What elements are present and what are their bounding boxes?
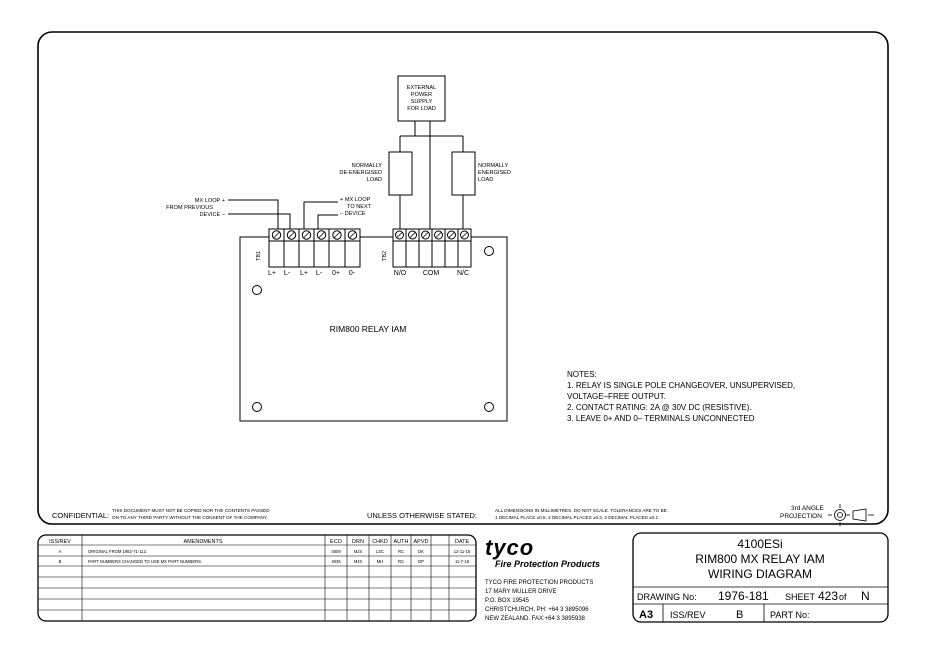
nde-label-line2: DE-ENERGISED [339, 170, 382, 176]
rev-header: AMENDMENTS [183, 539, 223, 545]
board-label: RIM800 RELAY IAM [329, 324, 407, 334]
mx-loop-out-label [340, 197, 372, 217]
address-line: 17 MARY MULLER DRIVE [485, 589, 557, 595]
tb2-terminal-label: COM [422, 270, 440, 277]
dimensions-text-line2: 1 DECIMAL PLACE ±0.5, 2 DECIMAL PLACES ±0.3, 3 DECIMAL PLACES ±0.1 [495, 515, 659, 520]
projection-label-line1: 3rd ANGLE [791, 505, 824, 512]
loop-in-line3: DEVICE – [199, 212, 225, 218]
rev-cell: 11-7-16 [454, 559, 470, 564]
loop-out-line3: – DEVICE [340, 211, 366, 217]
confidential-text-line2: ON TO ANY THIRD PARTY WITHOUT THE CONSENT OF THE COMPANY. [112, 515, 268, 520]
de-energised-load [389, 152, 412, 195]
mx-loop-in-label [166, 198, 226, 218]
loop-out-line2: TO NEXT [347, 204, 372, 210]
notes-heading: NOTES: [567, 370, 597, 379]
tb2-terminal-label: N/C [456, 270, 470, 277]
tb1-terminal-label: 0- [348, 270, 356, 277]
rev-cell: ORIGINAL FROM 1982-71-112. [88, 549, 148, 554]
nde-label-line1: NORMALLY [351, 163, 382, 169]
terminal-block-tb1 [269, 229, 360, 267]
address-line: TYCO FIRE PROTECTION PRODUCTS [485, 580, 594, 586]
note-line: 3. LEAVE 0+ AND 0– TERMINALS UNCONNECTED [567, 414, 755, 423]
ne-label-line3: LOAD [478, 177, 494, 183]
note-line: VOLTAGE–FREE OUTPUT. [567, 392, 666, 401]
company-block [485, 535, 600, 622]
rev-cell: A [58, 549, 62, 554]
rev-header: APVD [413, 539, 429, 545]
sheet-of-label: of [839, 592, 847, 602]
rev-cell: DK [418, 549, 424, 554]
sheet-total: N [861, 589, 870, 603]
rev-header: CHKD [372, 539, 388, 545]
footer-strip [52, 504, 874, 526]
psu-label-line3: SUPPLY [410, 99, 433, 105]
sheet-size: A3 [639, 609, 654, 621]
iss-rev-value: B [736, 609, 744, 621]
notes [567, 370, 795, 423]
psu-label-line4: FOR LOAD [407, 106, 436, 112]
drawing-number-label: DRAWING No: [637, 592, 697, 602]
dimensions-text-line1: ALL DIMENSIONS IN MILLIMETRES. DO NOT SCALE. TOLERANCES ARE TO BE: [495, 508, 668, 513]
nde-label-line3: LOAD [366, 177, 382, 183]
de-energised-load-label [339, 163, 382, 183]
title-block [633, 533, 888, 622]
note-line: 2. CONTACT RATING: 2A @ 30V DC (RESISTIVE). [567, 403, 752, 412]
rev-cell: DP [418, 559, 424, 564]
company-tagline: Fire Protection Products [495, 559, 601, 569]
psu-label-line1: EXTERNAL [406, 85, 437, 91]
ne-label-line1: NORMALLY [478, 163, 509, 169]
loop-in-line2: FROM PREVIOUS [166, 205, 213, 211]
rev-cell: RC [397, 549, 405, 554]
ne-label-line2: ENERGISED [478, 170, 511, 176]
rev-cell: MJS [353, 549, 363, 554]
tb2-label: TB2 [382, 250, 388, 261]
rev-header: ECO [330, 539, 342, 545]
tb1-terminal-label: L+ [268, 270, 276, 277]
psu-label-line2: POWER [410, 92, 433, 98]
third-angle-projection-icon [828, 504, 874, 526]
terminal-block-tb2 [393, 229, 471, 267]
rev-cell: MJS [353, 559, 363, 564]
tb1-terminal-label: 0+ [332, 270, 340, 277]
loop-in-line1: MX LOOP + [194, 198, 225, 204]
tb1-terminal-label: L+ [300, 270, 308, 277]
title-line1: 4100ESi [737, 537, 783, 551]
tb2-terminal-label: N/O [393, 270, 407, 277]
tb1-terminal-label: L- [283, 270, 291, 277]
rev-cell: MH [376, 559, 384, 564]
revision-table [38, 535, 476, 621]
sheet-number: 423 [818, 589, 839, 603]
iss-rev-label: ISS/REV [670, 610, 706, 620]
tb1-terminal-label: L- [315, 270, 323, 277]
note-line: 1. RELAY IS SINGLE POLE CHANGEOVER, UNSUPERVISED, [567, 381, 796, 390]
tb2-terminal-labels [394, 270, 469, 277]
rev-cell: RC [397, 559, 405, 564]
loop-out-line1: + MX LOOP [340, 197, 371, 203]
tyco-logo: tyco [485, 535, 535, 560]
tb1-label: TB1 [256, 250, 262, 261]
confidential-text-line1: THIS DOCUMENT MUST NOT BE COPIED NOR THE CONTENTS PASSED [112, 508, 270, 513]
title-line2: RIM800 MX RELAY IAM [695, 552, 825, 566]
part-number-label: PART No: [770, 610, 810, 620]
unless-stated-label: UNLESS OTHERWISE STATED: [367, 511, 478, 520]
rev-header: DATE [454, 539, 470, 545]
rev-header: AUTH [393, 539, 409, 545]
address-line: P.O. BOX 19545 [485, 598, 529, 604]
energised-load [452, 152, 475, 195]
rev-cell: LSC [375, 549, 385, 554]
rev-header: DRN [352, 539, 364, 545]
rev-cell: PART NUMBERS CHANGED TO USE MX PART NUMBERS. [88, 559, 203, 564]
confidential-label: CONFIDENTIAL: [52, 511, 110, 520]
psu-label [407, 85, 437, 112]
rev-cell: 12-11-15 [453, 549, 471, 554]
rev-cell: B [58, 559, 62, 564]
sheet-label: SHEET [785, 592, 816, 602]
mx-loop-wiring [228, 200, 338, 229]
drawing-number: 1976-181 [718, 589, 769, 603]
title-line3: WIRING DIAGRAM [708, 567, 812, 581]
projection-label-line2: PROJECTION [780, 513, 822, 520]
address-line: CHRISTCHURCH, PH: +64 3 3895096 [485, 607, 589, 613]
rev-header: ISS/REV [49, 539, 71, 545]
rev-cell: 4809 [331, 549, 341, 554]
address-line: NEW ZEALAND. FAX:+64 3 3895938 [485, 616, 585, 622]
rev-cell: 4936 [331, 559, 341, 564]
energised-load-label [478, 163, 511, 183]
